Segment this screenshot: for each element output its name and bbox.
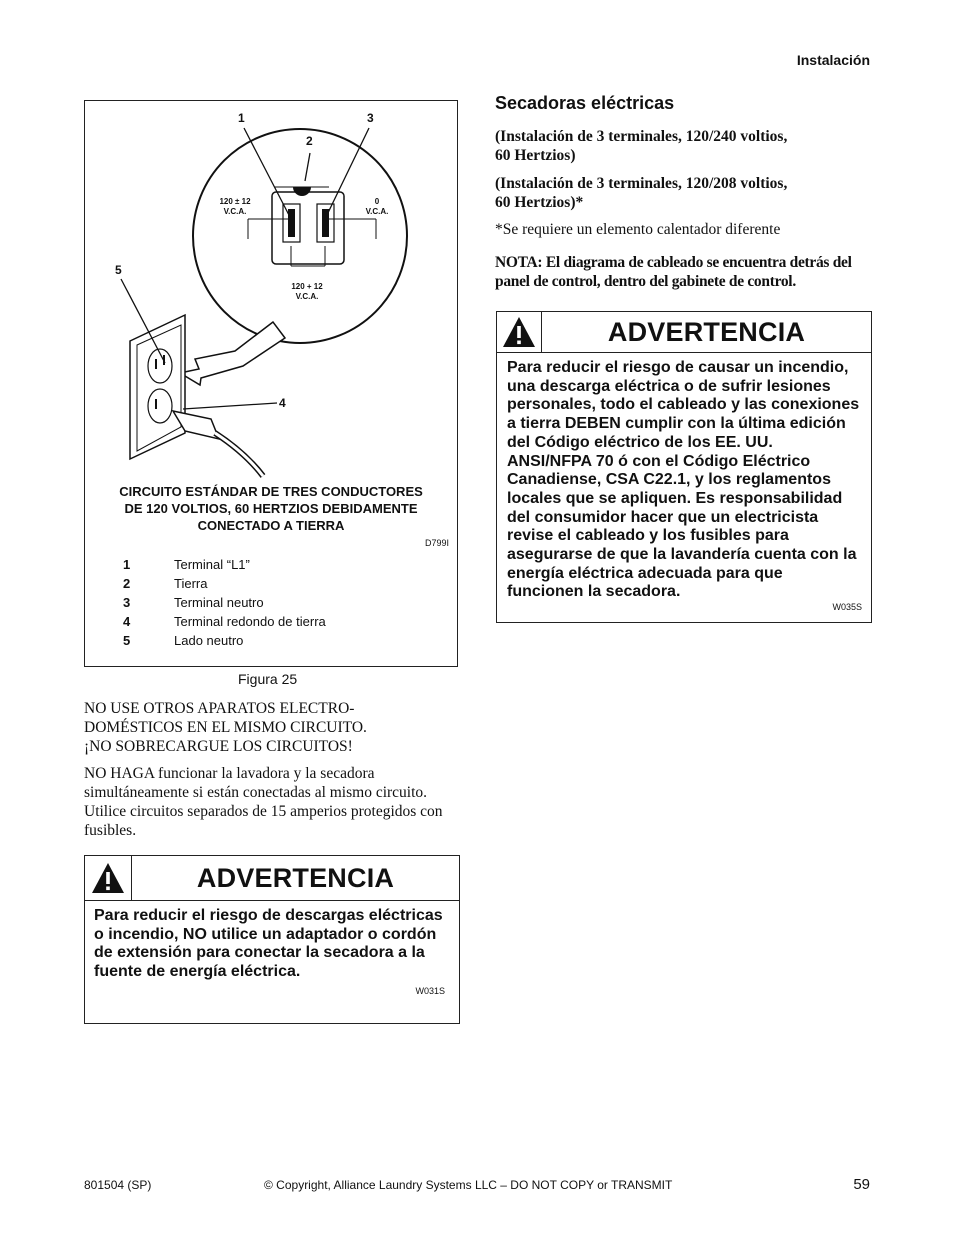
legend-label: Terminal “L1” (174, 557, 250, 572)
callout-5: 5 (115, 263, 122, 277)
installation-120-208: (Instalación de 3 terminales, 120/208 voltios, 60 Hertzios)* (495, 175, 788, 211)
caption-line-3: CONECTADO A TIERRA (197, 518, 345, 533)
caption-line-1: CIRCUITO ESTÁNDAR DE TRES CONDUCTORES (119, 484, 423, 499)
warning-header (85, 856, 459, 901)
voltage-bottom: 120 + 12 V.C.A. (291, 282, 323, 301)
figure-label: Figura 25 (238, 671, 298, 687)
heating-element-note: *Se requiere un elemento calentador diferente (495, 221, 781, 238)
figure-code: D799I (424, 538, 449, 548)
caption-line-2: DE 120 VOLTIOS, 60 HERTZIOS DEBIDAMENTE (124, 501, 418, 516)
callout-1: 1 (238, 111, 245, 125)
callout-3: 3 (367, 111, 374, 125)
installation-120-240: (Instalación de 3 terminales, 120/240 voltios, 60 Hertzios) (495, 128, 788, 164)
section-heading: Secadoras eléctricas (495, 93, 675, 113)
legend-label: Terminal neutro (174, 595, 264, 610)
callout-4: 4 (279, 396, 286, 410)
warning-header (497, 312, 871, 353)
copyright: © Copyright, Alliance Laundry Systems LLC – DO NOT COPY or TRANSMIT (264, 1178, 673, 1192)
figure-caption (85, 483, 457, 534)
legend-label: Terminal redondo de tierra (174, 614, 326, 629)
legend-item (123, 593, 326, 612)
warning-title: ADVERTENCIA (196, 862, 395, 893)
warning-icon-cell (497, 312, 542, 352)
warning-code: W035S (832, 602, 862, 613)
warning-title: ADVERTENCIA (607, 316, 806, 347)
legend-item (123, 574, 326, 593)
warning-body: Para reducir el riesgo de causar un incendio, una descarga eléctrica o de sufrir lesiones personales, todo el cableado y las conexiones a tierra DEBEN cumplir con la última edición del Código eléctrico de los EE. UU. ANSI/NFPA 70 ó con el Código Eléctrico Canadiense, CSA C22.1, y los reglamentos locales que se apliquen. Es responsabilidad del consumidor hacer que un electricista revise el cableado y los fusibles para asegurarse de que la lavandería cuenta con la energía eléctrica adecuada para que funcionen la secadora. (507, 359, 860, 601)
warning-box-right (496, 311, 872, 623)
callout-2: 2 (306, 134, 313, 148)
doc-number: 801504 (SP) (84, 1178, 152, 1192)
figure-legend (123, 555, 326, 650)
legend-number: 5 (123, 633, 131, 648)
legend-number: 4 (123, 614, 131, 629)
warning-icon-cell (85, 856, 132, 900)
warning-triangle-icon (91, 862, 125, 894)
warning-code: W031S (415, 985, 445, 996)
warning-body: Para reducir el riesgo de descargas eléctricas o incendio, NO utilice un adaptador o cordón de extensión para conectar la secadora a la fuente de energía eléctrica. (94, 907, 443, 981)
legend-item (123, 612, 326, 631)
legend-item (123, 631, 326, 650)
warning-box-left (84, 855, 460, 1024)
section-header: Instalación (796, 52, 870, 68)
nota-paragraph: NOTA: El diagrama de cableado se encuentra detrás del panel de control, dentro del gabinete de control. (495, 254, 852, 290)
legend-number: 1 (123, 557, 131, 572)
voltage-left: 120 ± 12 V.C.A. (219, 197, 251, 216)
legend-number: 3 (123, 595, 131, 610)
legend-label: Lado neutro (174, 633, 244, 648)
outlet-diagram (85, 101, 459, 481)
legend-item (123, 555, 326, 574)
legend-label: Tierra (174, 576, 208, 591)
voltage-right: 0 V.C.A. (365, 197, 389, 216)
no-haga-funcionar-paragraph: NO HAGA funcionar la lavadora y la secadora simultáneamente si están conectadas al mismo circuito. Utilice circuitos separados de 15 amperios protegidos con fusibles. (84, 765, 443, 839)
no-otros-aparatos-paragraph: NO USE OTROS APARATOS ELECTRO- DOMÉSTICOS EN EL MISMO CIRCUITO. ¡NO SOBRECARGUE LOS CIRCUITOS! (84, 700, 367, 755)
figure-25 (84, 100, 458, 667)
warning-triangle-icon (502, 316, 536, 348)
page-number: 59 (853, 1176, 870, 1193)
legend-number: 2 (123, 576, 131, 591)
